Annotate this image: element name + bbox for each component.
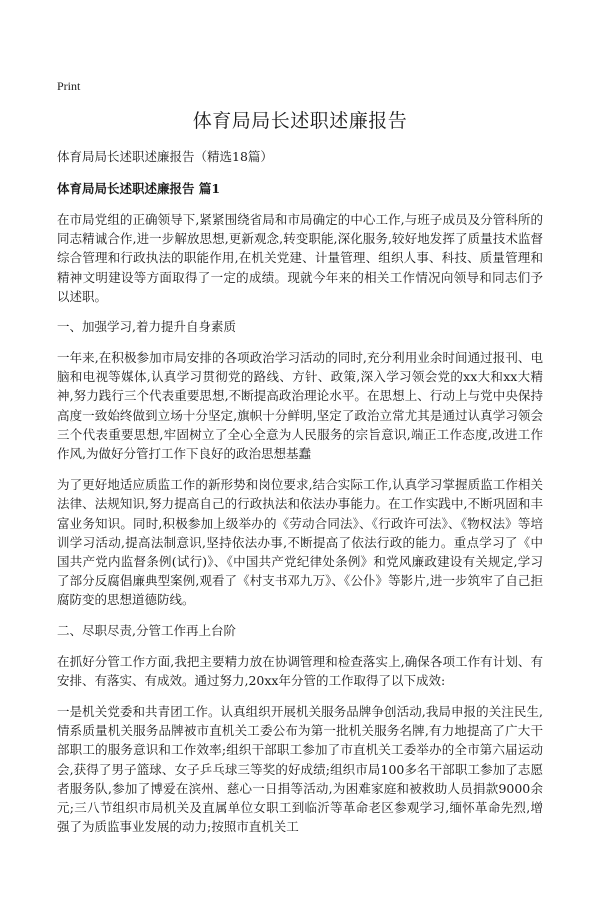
body-paragraph: 在市局党组的正确领导下,紧紧围绕省局和市局确定的中心工作,与班子成员及分管科所的同志精诚合作,进一步解放思想,更新观念,转变职能,深化服务,较好地发挥了质量技术监督综合管理和行政执法的职能作用,在机关党建、计量管理、组织人事、科技、质量管理和精神文明建设等方面取得了一定的成绩。现就今年来的相关工作情况向领导和同志们予以述职。 <box>57 212 543 304</box>
body-paragraph: 一是机关党委和共青团工作。认真组织开展机关服务品牌争创活动,我局申报的关注民生,情系质量机关服务品牌被市直机关工委公布为第一批机关服务名牌,有力地提高了广大干部职工的服务意识和工作效率;组织干部职工参加了市直机关工委举办的全市第六届运动会,获得了男子篮球、女子乒乓球三等奖的好成绩;组织市局100多名干部职工参加了志愿者服务队,参加了博爱在滨州、慈心一日捐等活动,为困难家庭和被救助人员捐款9000余元;三八节组织市局机关及直属单位女职工到临沂等革命老区参观学习,缅怀革命先烈,增强了为质监事业发展的动力;按照市直机关工 <box>57 704 543 835</box>
body-paragraph: 一年来,在积极参加市局安排的各项政治学习活动的同时,充分利用业余时间通过报刊、电脑和电视等媒体,认真学习贯彻党的路线、方针、政策,深入学习领会党的xx大和xx大精神,努力践行三个代表重要思想,不断提高政治理论水平。在思想上、行动上与党中央保持高度一致始终做到立场十分坚定,旗帜十分鲜明,坚定了政治立常尤其是通过认真学习领会三个代表重要思想,牢固树立了全心全意为人民服务的宗旨意识,端正工作态度,改进工作作风,为做好分管打工作下良好的政治思想基蠢 <box>57 350 543 462</box>
body-paragraph: 在抓好分管工作方面,我把主要精力放在协调管理和检查落实上,确保各项工作有计划、有安排、有落实、有成效。通过努力,20xx年分管的工作取得了以下成效: <box>57 653 543 688</box>
document-title: 体育局局长述职述廉报告 <box>192 110 408 132</box>
sub-heading: 一、加强学习,着力提升自身素质 <box>57 319 236 335</box>
document-page <box>57 78 543 848</box>
document-subtitle: 体育局局长述职述廉报告（精选18篇） <box>57 149 273 164</box>
print-label[interactable]: Print <box>57 79 81 93</box>
sub-heading: 二、尽职尽责,分管工作再上台阶 <box>57 622 236 638</box>
body-paragraph: 为了更好地适应质监工作的新形势和岗位要求,结合实际工作,认真学习掌握质监工作相关法律、法规知识,努力提高自己的行政执法和依法办事能力。在工作实践中,不断巩固和丰富业务知识。同时,积极参加上级举办的《劳动合同法》、《行政许可法》、《物权法》等培训学习活动,提高法制意识,坚持依法办事,不断提高了依法行政的能力。重点学习了《中国共产党内监督条例(试行)》、《中国共产党纪律处条例》和党风廉政建设有关规定,学习了部分反腐倡廉典型案例,观看了《村支书邓九万》、《公仆》等影片,进一步筑牢了自己拒腐防变的思想道德防线。 <box>57 477 543 608</box>
section-heading: 体育局局长述职述廉报告 篇1 <box>57 181 221 196</box>
